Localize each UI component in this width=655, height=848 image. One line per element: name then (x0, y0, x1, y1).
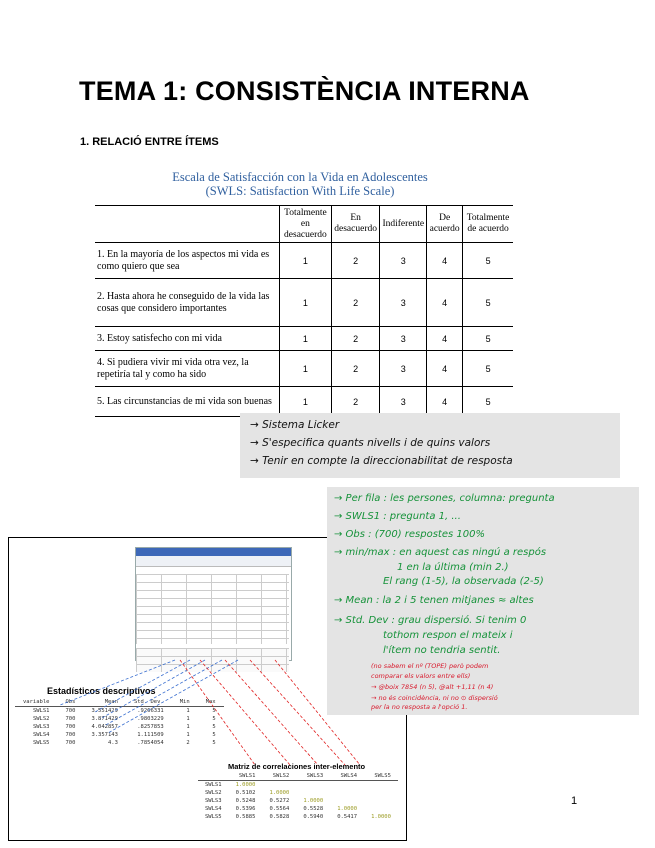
table-cell: 1.0000 (235, 782, 256, 788)
table-cell: 700 (65, 708, 76, 714)
column-header: En desacuerdo (331, 206, 380, 243)
table-cell: 3.871429 (91, 716, 118, 722)
table-cell: 0.5564 (269, 806, 290, 812)
table-cell: 0.5940 (303, 814, 324, 820)
scale-value: 4 (427, 327, 463, 351)
item-text: 2. Hasta ahora he conseguido de la vida las cosas que considero importantes (95, 279, 280, 327)
item-text: 3. Estoy satisfecho con mi vida (95, 327, 280, 351)
table-cell: 700 (65, 724, 76, 730)
table-cell: 5 (212, 740, 216, 746)
column-header: SWLS1 (229, 772, 263, 781)
red-arrow (180, 660, 255, 765)
table-cell: 1 (186, 708, 190, 714)
column-header: Max (198, 698, 224, 707)
table-cell: 5 (212, 732, 216, 738)
table-cell: 0.5272 (269, 798, 290, 804)
table-cell: 2 (186, 740, 190, 746)
table-cell: 1.0000 (303, 798, 324, 804)
table-cell: 0.5885 (235, 814, 256, 820)
page-number: 1 (571, 795, 578, 807)
note-line: 1 en la última (min 2.) (397, 562, 509, 573)
scale-value: 3 (380, 327, 427, 351)
table-cell: 0.5396 (235, 806, 256, 812)
column-header: SWLS3 (296, 772, 330, 781)
scale-value: 2 (331, 279, 380, 327)
table-cell: 4.3 (108, 740, 118, 746)
scale-value: 5 (463, 243, 513, 279)
scale-value: 1 (280, 327, 332, 351)
red-arrow (225, 660, 318, 765)
table-cell: .9266331 (137, 708, 164, 714)
table-cell: 0.5417 (337, 814, 358, 820)
column-header: SWLS5 (364, 772, 398, 781)
scale-value: 5 (463, 327, 513, 351)
table-cell: SWLS1 (205, 782, 222, 788)
item-text: 4. Si pudiera vivir mi vida otra vez, la repetiría tal y como ha sido (95, 351, 280, 387)
table-cell: 700 (65, 716, 76, 722)
column-header: Mean (83, 698, 126, 707)
scale-value: 4 (427, 279, 463, 327)
column-header: Obs (58, 698, 84, 707)
scale-value: 3 (380, 243, 427, 279)
table-cell: SWLS1 (32, 708, 50, 714)
column-header: De acuerdo (427, 206, 463, 243)
table-cell: 1 (186, 716, 190, 722)
note-line: → Mean : la 2 i 5 tenen mitjanes ≈ altes (334, 595, 534, 606)
table-cell: 4.042857 (91, 724, 118, 730)
scale-value: 2 (331, 351, 380, 387)
scale-value: 4 (427, 387, 463, 417)
column-header: Indiferente (380, 206, 427, 243)
note-line: → @boix 7854 (n 5), @alt +1,11 (n 4) (371, 683, 494, 691)
table-cell: 0.5102 (235, 790, 256, 796)
note-line: → SWLS1 : pregunta 1, ... (334, 511, 461, 522)
table-cell: 1.0000 (337, 806, 358, 812)
column-header: Totalmente en desacuerdo (280, 206, 332, 243)
blue-arrow (100, 660, 205, 719)
column-header: Min (172, 698, 198, 707)
note-line: → Per fila : les persones, columna: pregunta (334, 493, 555, 504)
blue-arrow (104, 660, 222, 726)
table-cell: 700 (65, 732, 76, 738)
note-line: per la no resposta a l'opció 1. (371, 703, 468, 711)
item-text: 5. Las circunstancias de mi vida son buenas (95, 387, 280, 417)
scale-value: 5 (463, 279, 513, 327)
table-cell: SWLS4 (32, 732, 50, 738)
table-cell: .7854054 (137, 740, 164, 746)
item-text: 1. En la mayoría de los aspectos mi vida es como quiero que sea (95, 243, 280, 279)
descriptives-title: Estadísticos descriptivos (47, 686, 156, 696)
scale-value: 1 (280, 279, 332, 327)
table-cell: SWLS2 (32, 716, 50, 722)
table-cell: 1 (186, 732, 190, 738)
scale-value: 2 (331, 327, 380, 351)
note-line: tothom respon el mateix i (383, 630, 513, 641)
scale-value: 3 (380, 387, 427, 417)
table-cell: 0.5248 (235, 798, 256, 804)
scale-value: 3 (380, 279, 427, 327)
scale-value: 5 (463, 351, 513, 387)
blue-arrow (60, 660, 175, 705)
table-cell: 5 (212, 724, 216, 730)
scale-value: 4 (427, 351, 463, 387)
page-title: TEMA 1: CONSISTÈNCIA INTERNA (79, 76, 530, 106)
table-cell: 5 (212, 708, 216, 714)
column-header: variable (15, 698, 58, 707)
table-cell: 1 (186, 724, 190, 730)
table-cell: 5 (212, 716, 216, 722)
scale-value: 1 (280, 243, 332, 279)
scale-title-line2: (SWLS: Satisfaction With Life Scale) (205, 184, 395, 198)
table-cell: SWLS5 (205, 814, 222, 820)
column-header: SWLS4 (330, 772, 364, 781)
note-line: → Std. Dev : grau dispersió. Si tenim 0 (334, 615, 527, 626)
table-cell: 0.5528 (303, 806, 324, 812)
table-cell: .9803229 (137, 716, 164, 722)
column-header: SWLS2 (262, 772, 296, 781)
scale-value: 5 (463, 387, 513, 417)
note-line: El rang (1-5), la observada (2-5) (383, 576, 544, 587)
note-line: → Obs : (700) respostes 100% (334, 529, 485, 540)
note-line: comparar els valors entre ells) (371, 672, 471, 680)
scale-title-line1: Escala de Satisfacción con la Vida en Adolescentes (172, 170, 428, 184)
scale-value: 1 (280, 351, 332, 387)
note-line: → Tenir en compte la direccionabilitat de resposta (250, 455, 513, 467)
table-cell: 0.5828 (269, 814, 290, 820)
table-cell: 1.0000 (371, 814, 391, 820)
note-line: → no és coincidència, ni no ⊙ dispersió (371, 694, 498, 702)
scale-value: 4 (427, 243, 463, 279)
red-arrow (200, 660, 290, 765)
table-cell: SWLS3 (205, 798, 222, 804)
table-cell: SWLS3 (32, 724, 50, 730)
column-header: Std. Dev. (126, 698, 172, 707)
table-cell: 1.0000 (269, 790, 290, 796)
table-cell: 700 (65, 740, 76, 746)
scale-value: 1 (280, 387, 332, 417)
note-line: → S'especifica quants nivells i de quins valors (250, 437, 491, 449)
table-cell: SWLS2 (205, 790, 222, 796)
column-header: Totalmente de acuerdo (463, 206, 513, 243)
scale-value: 2 (331, 243, 380, 279)
blue-arrow (108, 660, 238, 733)
table-cell: SWLS4 (205, 806, 222, 812)
note-line: (no sabem el nº (TOPE) però podem (371, 662, 489, 670)
table-cell: 1.111509 (137, 732, 164, 738)
table-cell: 3.551429 (91, 708, 118, 714)
table-cell: SWLS5 (32, 740, 50, 746)
scale-value: 3 (380, 351, 427, 387)
table-cell: .8257853 (137, 724, 164, 730)
handwritten-note-spss (327, 487, 639, 715)
section-heading: 1. RELACIÓ ENTRE ÍTEMS (80, 136, 219, 148)
table-cell: 3.357143 (91, 732, 118, 738)
note-line: → Sistema Licker (250, 419, 340, 431)
scale-value: 2 (331, 387, 380, 417)
correlations-title: Matriz de correlaciones inter-elemento (228, 762, 366, 771)
note-line: → min/max : en aquest cas ningú a respós (334, 547, 547, 558)
note-line: l'ítem no tendria sentit. (383, 645, 501, 656)
